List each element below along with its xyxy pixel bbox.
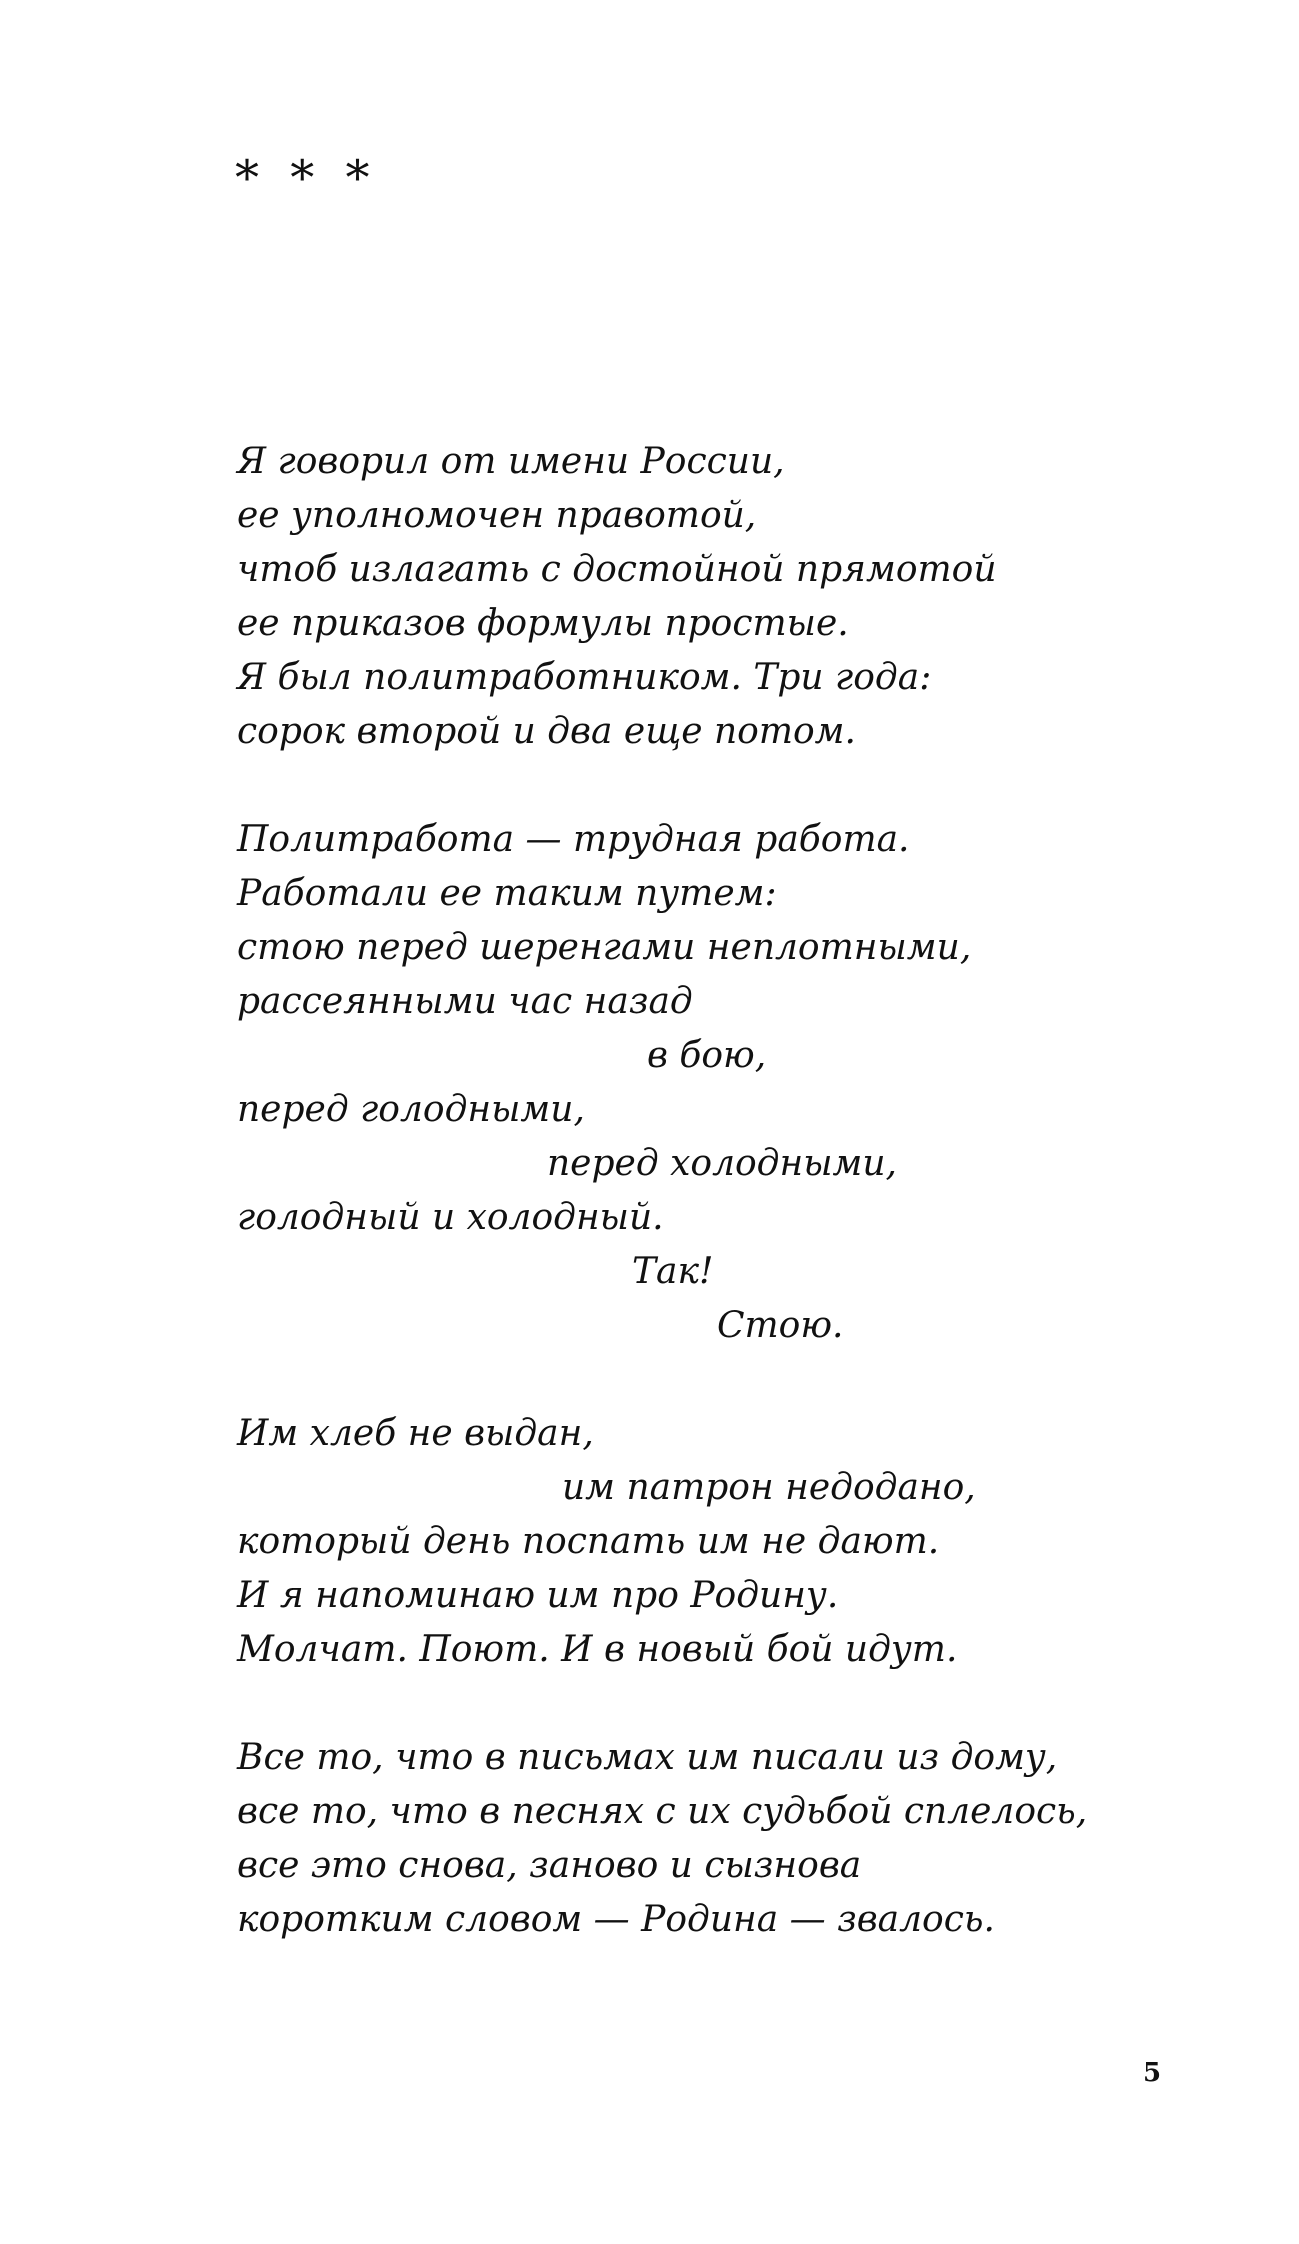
poem-line: ее приказов формулы простые.: [237, 603, 849, 644]
poem-line: чтоб излагать с достойной прямотой: [237, 549, 997, 590]
poem-line: Молчат. Поют. И в новый бой идут.: [237, 1629, 958, 1670]
poem-line: который день поспать им не дают.: [237, 1521, 940, 1562]
stanza-gap: [237, 1677, 1217, 1731]
poem-line: в бою,: [647, 1035, 767, 1076]
poem-line: стою перед шеренгами неплотными,: [237, 927, 972, 968]
poem-line: коротким словом — Родина — звалось.: [237, 1899, 995, 1940]
poem-line: Стою.: [717, 1305, 844, 1346]
poem-line: Политработа — трудная работа.: [237, 819, 910, 860]
poem-line: все то, что в песнях с их судьбой сплелось,: [237, 1791, 1088, 1832]
poem-line: сорок второй и два еще потом.: [237, 711, 856, 752]
poem-line: Им хлеб не выдан,: [237, 1413, 594, 1454]
stanza-gap: [237, 1353, 1217, 1407]
poem-line: Так!: [632, 1251, 714, 1292]
poem-line: Я говорил от имени России,: [237, 441, 785, 482]
poem-body: [237, 435, 1217, 1947]
poem-line: все это снова, заново и сызнова: [237, 1845, 862, 1886]
poem-line: ее уполномочен правотой,: [237, 495, 757, 536]
poem-line: голодный и холодный.: [237, 1197, 664, 1238]
poem-line: Я был политработником. Три года:: [237, 657, 932, 698]
poem-line: рассеянными час назад: [237, 981, 693, 1022]
stanza-gap: [237, 759, 1217, 813]
poem-line: им патрон недодано,: [562, 1467, 976, 1508]
poem-line: И я напоминаю им про Родину.: [237, 1575, 839, 1616]
poem-line: перед холодными,: [547, 1143, 897, 1184]
poem-line: Работали ее таким путем:: [237, 873, 777, 914]
page-number: 5: [1143, 2058, 1162, 2088]
poem-line: Все то, что в письмах им писали из дому,: [237, 1737, 1058, 1778]
poem-line: перед голодными,: [237, 1089, 585, 1130]
section-asterisks: * * *: [235, 150, 378, 206]
